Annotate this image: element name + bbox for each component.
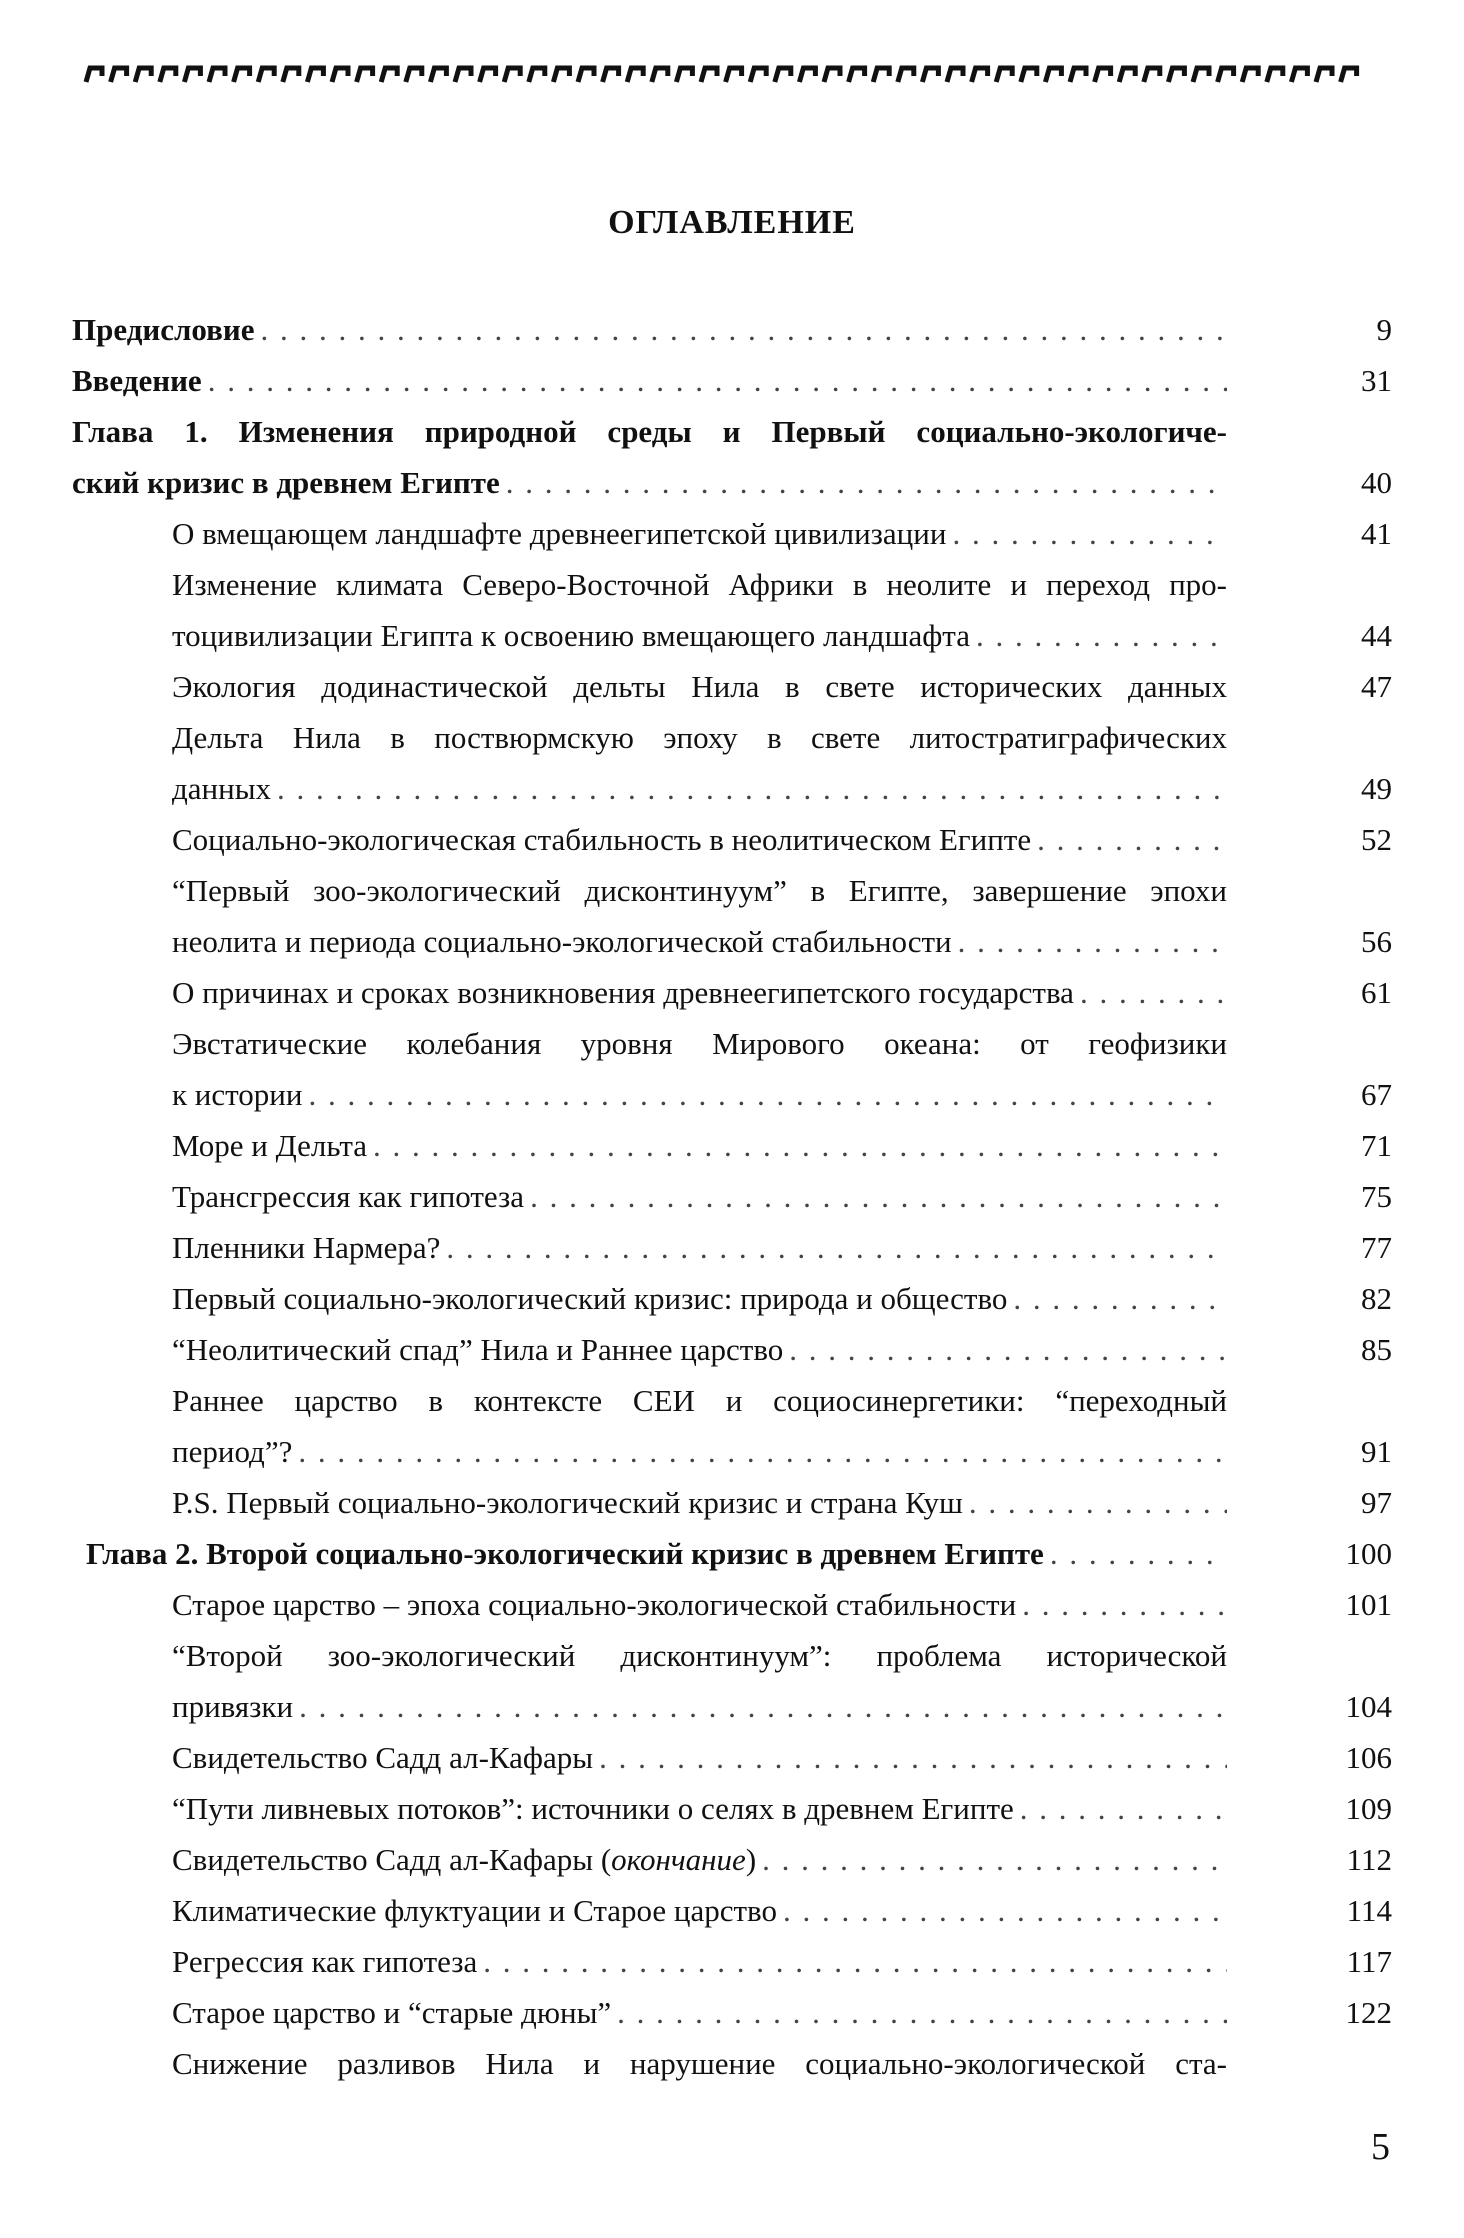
toc-leader-dots: [976, 610, 1227, 661]
toc-leader-dots: [298, 1426, 1227, 1477]
toc-entry-page: 85: [1361, 1332, 1392, 1367]
toc-entry-label: [172, 814, 1031, 865]
toc-entry-label-text: P.S. Первый социально-экологический кризис и страна Куш: [172, 1485, 963, 1520]
toc-entry-label-text: Старое царство – эпоха социально-экологической стабильности: [172, 1587, 1017, 1622]
toc-entry-label: [172, 1834, 756, 1885]
toc-entry-page: 67: [1361, 1077, 1392, 1112]
toc-entry-label-text: Пленники Нармера?: [172, 1230, 441, 1265]
toc-entry: [72, 1171, 1392, 1222]
toc-entry: [72, 865, 1392, 916]
toc-entry: [72, 457, 1392, 508]
toc-leader-dots: [958, 916, 1227, 967]
toc-leader-dots: [617, 1987, 1227, 2038]
toc-entry-page: 56: [1361, 924, 1392, 959]
toc-entry-label: [172, 1222, 440, 1273]
toc-entry: [72, 1987, 1392, 2038]
toc-leader-dots: [261, 304, 1228, 355]
toc-entry-label: [172, 1171, 524, 1222]
toc-entry-label-text: период”?: [172, 1434, 293, 1469]
toc-entry-label-text: Свидетельство Садд ал-Кафары: [172, 1740, 594, 1775]
toc-entry: [72, 304, 1392, 355]
toc-entry-label-italic: окончание: [611, 1842, 746, 1877]
toc-leader-dots: [373, 1120, 1227, 1171]
toc-entry-label: [172, 1783, 1014, 1834]
toc-leader-dots: [506, 457, 1227, 508]
toc-entry-page: 75: [1361, 1179, 1392, 1214]
toc-entry-label: [172, 1426, 292, 1477]
toc-leader-dots: [762, 1834, 1227, 1885]
toc-entry-label: “Первый зоо-экологический дисконтинуум” в Египте, завершение эпохи: [172, 873, 1227, 908]
toc-entry-page: 82: [1361, 1281, 1392, 1316]
toc-entry: [72, 1018, 1392, 1069]
toc-entry-label: [172, 1120, 367, 1171]
toc-leader-dots: [446, 1222, 1227, 1273]
toc-entry: [72, 1936, 1392, 1987]
toc-entry-label-text: неолита и периода социально-экологической стабильности: [172, 924, 952, 959]
toc-entry-page: 109: [1345, 1791, 1392, 1826]
toc-entry: [72, 1222, 1392, 1273]
toc-entry-label: [172, 967, 1074, 1018]
toc-entry-label: [172, 1579, 1016, 1630]
toc-entry-label-text: Старое царство и “старые дюны”: [172, 1995, 612, 2030]
toc-entry-label: [172, 1885, 777, 1936]
toc-entry-page: 47: [1361, 669, 1392, 704]
toc-entry: [72, 661, 1392, 712]
toc-entry-label-text: тоцивилизации Египта к освоению вмещающего ландшафта: [172, 618, 970, 653]
toc-entry-label: [72, 355, 202, 406]
toc-leader-dots: [1080, 967, 1227, 1018]
toc-entry-label: Глава 1. Изменения природной среды и Первый социально-экологиче-: [72, 414, 1227, 449]
toc-entry: [72, 1069, 1392, 1120]
toc-entry: [72, 916, 1392, 967]
toc-entry-label: Дельта Нила в поствюрмскую эпоху в свете литостратиграфических: [172, 720, 1227, 755]
toc-entry: [72, 1273, 1392, 1324]
toc-entry-label: [72, 304, 255, 355]
toc-entry-page: 100: [1345, 1536, 1392, 1571]
toc-entry-label: [172, 1273, 1007, 1324]
toc-entry-page: 40: [1361, 465, 1392, 500]
toc-leader-dots: [308, 1069, 1227, 1120]
toc-entry-label: [172, 610, 970, 661]
toc-entry-page: 41: [1361, 516, 1392, 551]
toc-leader-dots: [599, 1732, 1227, 1783]
toc-entry: [72, 508, 1392, 559]
toc-entry-label-text: к истории: [172, 1077, 303, 1112]
toc-entry-label: [72, 457, 500, 508]
toc-entry-label: Эвстатические колебания уровня Мирового океана: от геофизики: [172, 1026, 1227, 1061]
toc-entry: [72, 1630, 1392, 1681]
toc-entry: [72, 1477, 1392, 1528]
toc-entry-page: 31: [1361, 363, 1392, 398]
toc-entry: [72, 1120, 1392, 1171]
toc-entry-label-text: “Неолитический спад” Нила и Раннее царство: [172, 1332, 784, 1367]
toc-entry-label: [86, 1528, 1044, 1579]
toc-entry-page: 122: [1345, 1995, 1392, 2030]
toc-entry-label-text: данных: [172, 771, 272, 806]
toc-title: ОГЛАВЛЕНИЕ: [608, 204, 856, 241]
toc-entry-page: 71: [1361, 1128, 1392, 1163]
toc-entry-label-text: Глава 2. Второй социально-экологический кризис в древнем Египте: [86, 1536, 1044, 1571]
toc-entry: [72, 355, 1392, 406]
toc-leader-dots: [1020, 1783, 1227, 1834]
toc-leader-dots: [530, 1171, 1227, 1222]
toc-entry-page: 117: [1346, 1944, 1392, 1979]
toc-leader-dots: [483, 1936, 1227, 1987]
toc-leader-dots: [969, 1477, 1227, 1528]
toc-entry-label-text: Первый социально-экологический кризис: природа и общество: [172, 1281, 1008, 1316]
toc-entry-label: Изменение климата Северо-Восточной Африки в неолите и переход про-: [172, 567, 1227, 602]
toc-leader-dots: [208, 355, 1227, 406]
toc-entry-label-text: Введение: [72, 363, 202, 398]
toc-entry-label-suffix: ): [745, 1842, 757, 1877]
toc-entry-label: [172, 1936, 477, 1987]
toc-entry-page: 52: [1361, 822, 1392, 857]
toc-entry-label-text: привязки: [172, 1689, 294, 1724]
toc-entry: [72, 1681, 1392, 1732]
toc-entry: [72, 1885, 1392, 1936]
toc-entry: [72, 1783, 1392, 1834]
toc-entry-label: [172, 1324, 783, 1375]
toc-entry: [72, 1426, 1392, 1477]
toc-entry-page: 104: [1345, 1689, 1392, 1724]
toc-entry-label-text: О вмещающем ландшафте древнеегипетской цивилизации: [172, 516, 947, 551]
toc-entry-label-text: Социально-экологическая стабильность в неолитическом Египте: [172, 822, 1032, 857]
toc-entry: [72, 967, 1392, 1018]
toc-entry-page: 106: [1345, 1740, 1392, 1775]
toc-entry: [72, 1732, 1392, 1783]
toc-leader-dots: [1022, 1579, 1227, 1630]
toc-entry: [72, 610, 1392, 661]
toc-entry: [72, 2038, 1392, 2089]
toc-entry-page: 61: [1361, 975, 1392, 1010]
toc-entry-label: Раннее царство в контексте СЕИ и социосинергетики: “переходный: [172, 1383, 1227, 1418]
toc-entry-label: [172, 763, 271, 814]
toc-entry-label-text: Предисловие: [72, 312, 255, 347]
top-ornament-border: [82, 62, 1372, 90]
toc-entry: [72, 763, 1392, 814]
toc-leader-dots: [789, 1324, 1227, 1375]
toc-leader-dots: [1037, 814, 1227, 865]
toc-entry-label-text: О причинах и сроках возникновения древнеегипетского государства: [172, 975, 1074, 1010]
toc-entry-label: [172, 508, 946, 559]
toc-entry-label: [172, 1477, 963, 1528]
toc-leader-dots: [952, 508, 1227, 559]
toc-entry-label: Снижение разливов Нила и нарушение социально-экологической ста-: [172, 2046, 1227, 2081]
toc-entry-label-text: ский кризис в древнем Египте: [72, 465, 500, 500]
toc-leader-dots: [277, 763, 1227, 814]
toc-entry: [72, 1375, 1392, 1426]
toc-entry-page: 77: [1361, 1230, 1392, 1265]
toc-entry: [72, 1579, 1392, 1630]
toc-entry-page: 101: [1345, 1587, 1392, 1622]
toc-entry: [72, 712, 1392, 763]
toc-entry-label-text: Море и Дельта: [172, 1128, 368, 1163]
toc-entry-page: 112: [1346, 1842, 1392, 1877]
toc-entry-label-text: Регрессия как гипотеза: [172, 1944, 478, 1979]
toc-entry: [72, 1324, 1392, 1375]
toc-entry-page: 97: [1361, 1485, 1392, 1520]
toc-entry-page: 49: [1361, 771, 1392, 806]
toc-entry-page: 91: [1361, 1434, 1392, 1469]
toc-entry-label-text: Трансгрессия как гипотеза: [172, 1179, 525, 1214]
toc-entry-label-text: “Пути ливневых потоков”: источники о селях в древнем Египте: [172, 1791, 1014, 1826]
toc-entry-label: [172, 1069, 302, 1120]
toc-leader-dots: [783, 1885, 1227, 1936]
toc-leader-dots: [1013, 1273, 1227, 1324]
toc-entry-page: 44: [1361, 618, 1392, 653]
toc-entry-label: [172, 1732, 593, 1783]
toc-entry-page: 114: [1346, 1893, 1392, 1928]
toc-entry-label-text: Климатические флуктуации и Старое царство: [172, 1893, 777, 1928]
toc-entry: [72, 1528, 1392, 1579]
toc-entry-label: [172, 916, 952, 967]
toc-entry: [72, 814, 1392, 865]
toc-entry-label: “Второй зоо-экологический дисконтинуум”: проблема исторической: [172, 1638, 1227, 1673]
toc-entry-label: [172, 1987, 611, 2038]
toc-entry: [72, 406, 1392, 457]
toc-entry-label: [172, 1681, 293, 1732]
toc-leader-dots: [1050, 1528, 1227, 1579]
toc-entry-label-text: Свидетельство Садд ал-Кафары (: [172, 1842, 612, 1877]
toc-entry-page: 9: [1376, 312, 1392, 347]
page-number: 5: [1371, 2126, 1390, 2168]
toc-entry: [72, 1834, 1392, 1885]
toc-leader-dots: [299, 1681, 1227, 1732]
table-of-contents: [72, 304, 1392, 2089]
toc-entry-label: Экология додинастической дельты Нила в свете исторических данных: [172, 669, 1227, 704]
toc-entry: [72, 559, 1392, 610]
